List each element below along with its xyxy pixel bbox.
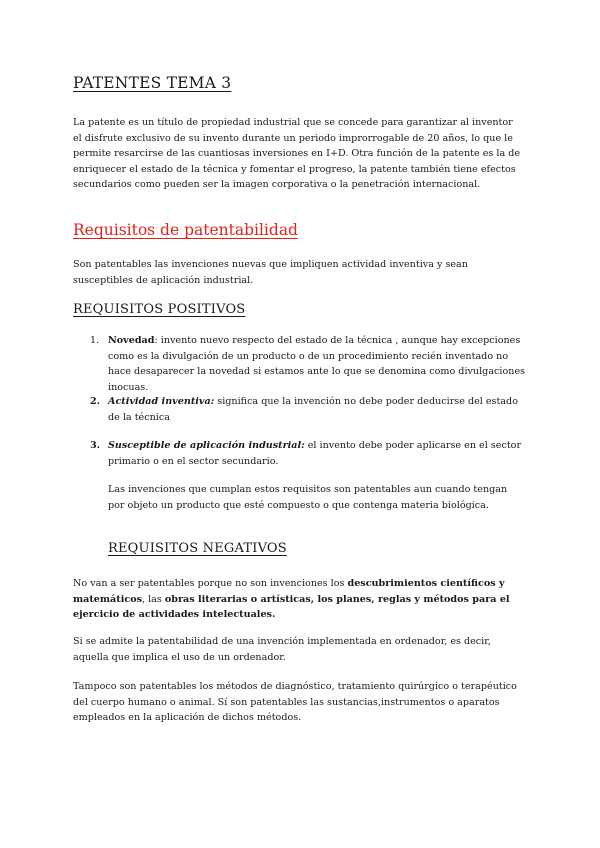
negativos-paragraph-1 <box>73 576 523 623</box>
positivos-note: Las invenciones que cumplan estos requisitos son patentables aun cuando tengan por objeto un producto que esté compuesto o que contenga materia biológica. <box>108 484 508 511</box>
list-number: 1. <box>90 335 100 346</box>
list-text: el invento debe poder aplicarse en el sector primario o en el sector secundario. <box>108 440 522 467</box>
positivos-heading: REQUISITOS POSITIVOS <box>73 302 246 317</box>
list-text: significa que la invención no debe poder deducirse del estado de la técnica <box>108 396 518 423</box>
list-body <box>108 394 530 425</box>
list-body <box>108 438 530 469</box>
list-body <box>108 333 530 395</box>
list-text: : invento nuevo respecto del estado de la técnica , aunque hay excepciones como es la divulgación de un producto o de un procedimiento recién inventado no hace desaparecer la novedad si estamos ante lo que se denomina como divulgaciones inocuas. <box>108 335 526 393</box>
negativos-heading: REQUISITOS NEGATIVOS <box>108 541 287 556</box>
negativos-text: , las <box>142 593 165 605</box>
page-title: PATENTES TEMA 3 <box>73 74 232 92</box>
list-number: 3. <box>90 440 101 451</box>
list-term: Actividad inventiva: <box>108 396 215 407</box>
negativos-paragraph-2: Si se admite la patentabilidad de una invención implementada en ordenador, es decir, aquella que implica el uso de un ordenador. <box>73 636 491 663</box>
negativos-paragraph-3: Tampoco son patentables los métodos de diagnóstico, tratamiento quirúrgico o terapéutico del cuerpo humano o animal. Sí son patentables las sustancias,instrumentos o aparatos empleados en la aplicación de dichos métodos. <box>73 681 517 724</box>
list-term: Susceptible de aplicación industrial: <box>108 440 305 451</box>
requisitos-paragraph: Son patentables las invenciones nuevas que impliquen actividad inventiva y sean susceptibles de aplicación industrial. <box>73 259 468 286</box>
intro-paragraph: La patente es un título de propiedad industrial que se concede para garantizar al inventor el disfrute exclusivo de su invento durante un periodo improrrogable de 20 años, lo que le permite resarcirse de las cuantiosas inversiones en I+D. Otra función de la patente es la de enriquecer el estado de la técnica y fomentar el progreso, la patente también tiene efectos secundarios como pueden ser la imagen corporativa o la penetración internacional. <box>73 117 521 191</box>
list-number: 2. <box>90 396 101 407</box>
negativos-bold-1: descubrimientos científicos y matemáticos <box>73 578 505 605</box>
negativos-bold-2: obras literarias o artísticas, los planes, reglas y métodos para el ejercicio de actividades intelectuales. <box>73 593 510 621</box>
negativos-text: No van a ser patentables porque no son invenciones los <box>73 578 348 589</box>
requisitos-heading: Requisitos de patentabilidad <box>73 221 298 239</box>
list-term: Novedad <box>108 335 155 346</box>
